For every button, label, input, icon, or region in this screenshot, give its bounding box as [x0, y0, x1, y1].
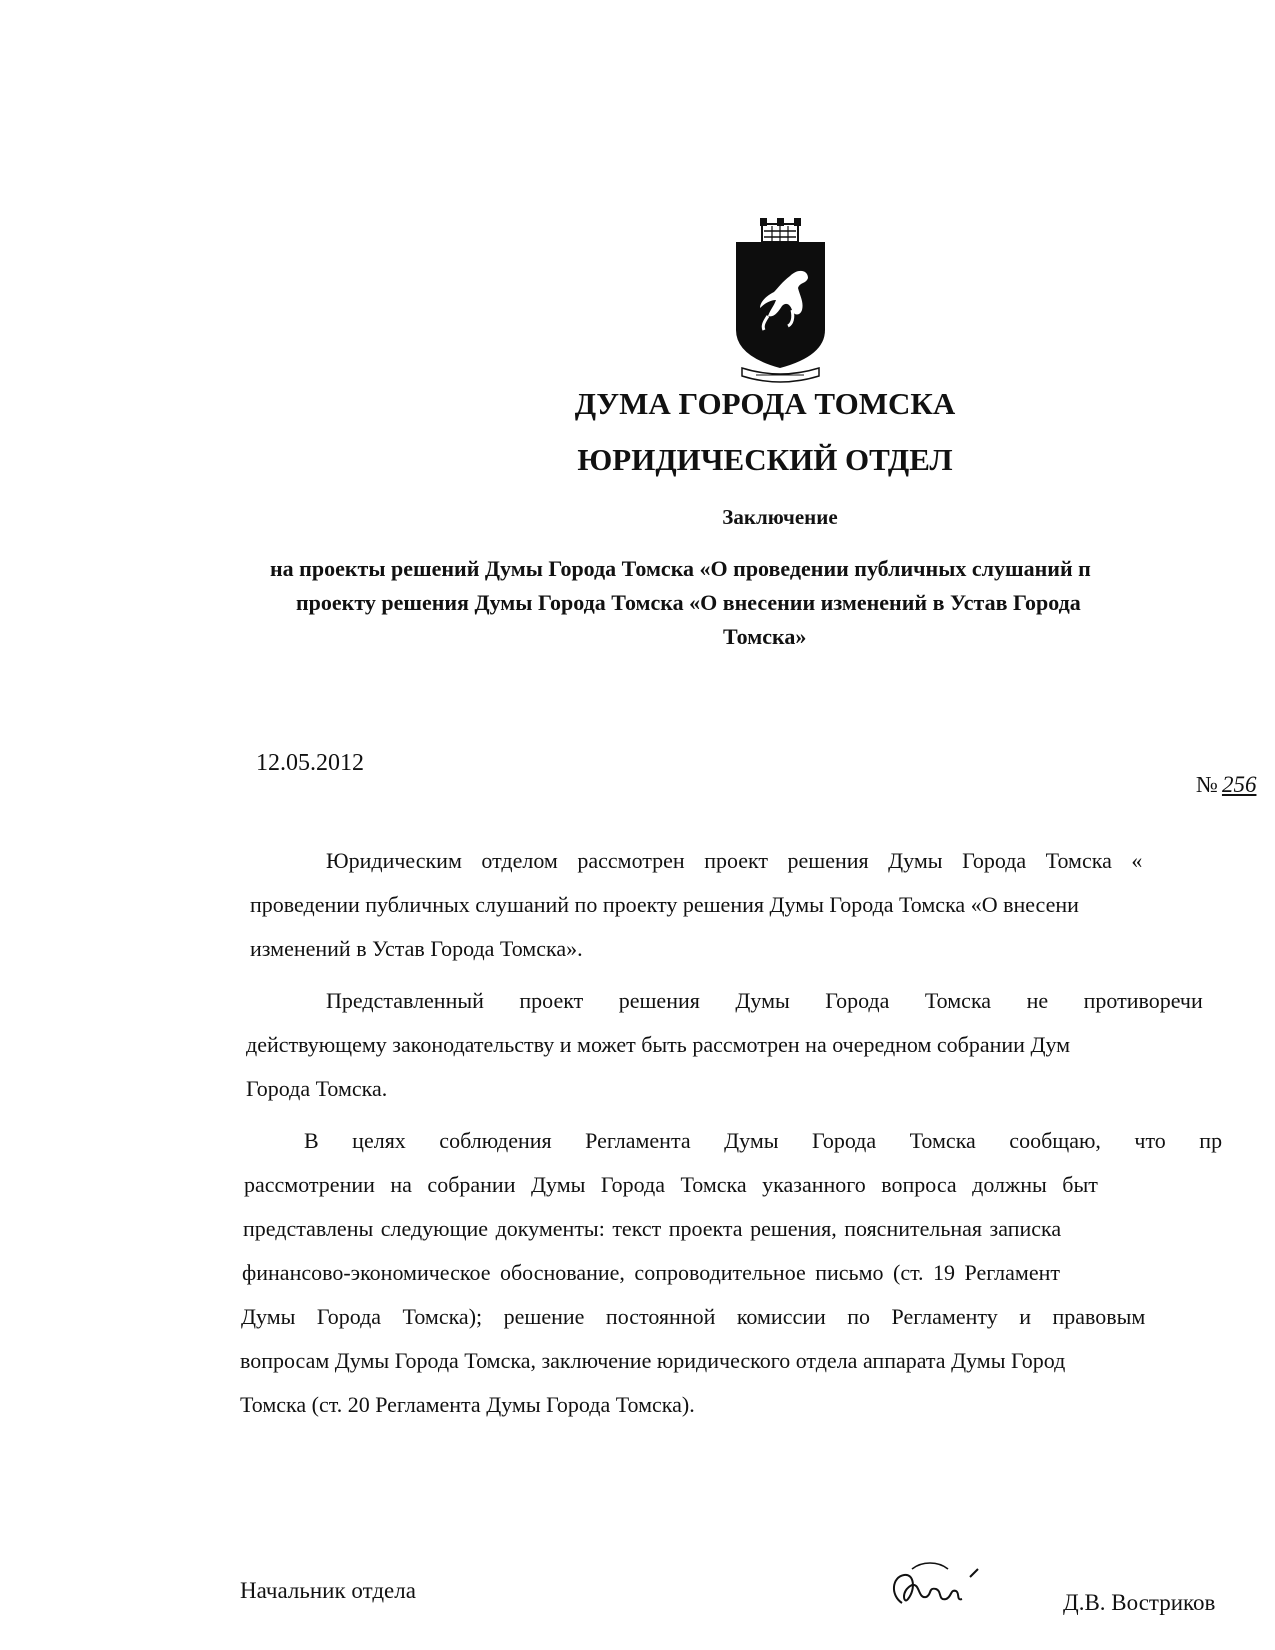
document-number	[1196, 772, 1256, 798]
body-line: изменений в Устав Города Томска».	[250, 936, 583, 961]
signatory-name: Д.В. Востриков	[1063, 1590, 1216, 1615]
handwritten-signature-icon	[882, 1555, 987, 1615]
body-line: действующему законодательству и может быть рассмотрен на очередном собрании Дум	[246, 1032, 1071, 1057]
department-name: ЮРИДИЧЕСКИЙ ОТДЕЛ	[577, 442, 953, 477]
organization-name: ДУМА ГОРОДА ТОМСКА	[574, 386, 956, 421]
body-line: рассмотрении на собрании Думы Города Томска указанного вопроса должны быт	[244, 1172, 1098, 1197]
document-type: Заключение	[722, 505, 838, 529]
body-line: финансово-экономическое обоснование, сопроводительное письмо (ст. 19 Регламент	[242, 1260, 1060, 1285]
body-line: В целях соблюдения Регламента Думы Города Томска сообщаю, что пр	[304, 1128, 1223, 1153]
number-value: 256	[1221, 772, 1257, 797]
body-line: вопросам Думы Города Томска, заключение юридического отдела аппарата Думы Город	[240, 1348, 1066, 1373]
body-line: Томска (ст. 20 Регламента Думы Города Томска).	[240, 1392, 695, 1417]
body-line: представлены следующие документы: текст проекта решения, пояснительная записка	[243, 1216, 1062, 1241]
subject-line: Томска»	[723, 624, 807, 649]
body-line: Думы Города Томска); решение постоянной комиссии по Регламенту и правовым	[241, 1304, 1146, 1329]
body-line: Представленный проект решения Думы Города Томска не противоречи	[326, 988, 1203, 1013]
subject-line: на проекты решений Думы Города Томска «О проведении публичных слушаний п	[270, 556, 1091, 581]
tomsk-coat-of-arms-icon	[728, 218, 833, 388]
document-date: 12.05.2012	[256, 750, 364, 776]
signatory-title: Начальник отдела	[240, 1578, 416, 1603]
body-line: Юридическим отделом рассмотрен проект решения Думы Города Томска «	[326, 848, 1143, 873]
body-line: Города Томска.	[246, 1076, 388, 1101]
subject-line: проекту решения Думы Города Томска «О внесении изменений в Устав Города	[296, 590, 1081, 615]
body-line: проведении публичных слушаний по проекту решения Думы Города Томска «О внесени	[250, 892, 1079, 917]
number-prefix: №	[1196, 772, 1218, 797]
